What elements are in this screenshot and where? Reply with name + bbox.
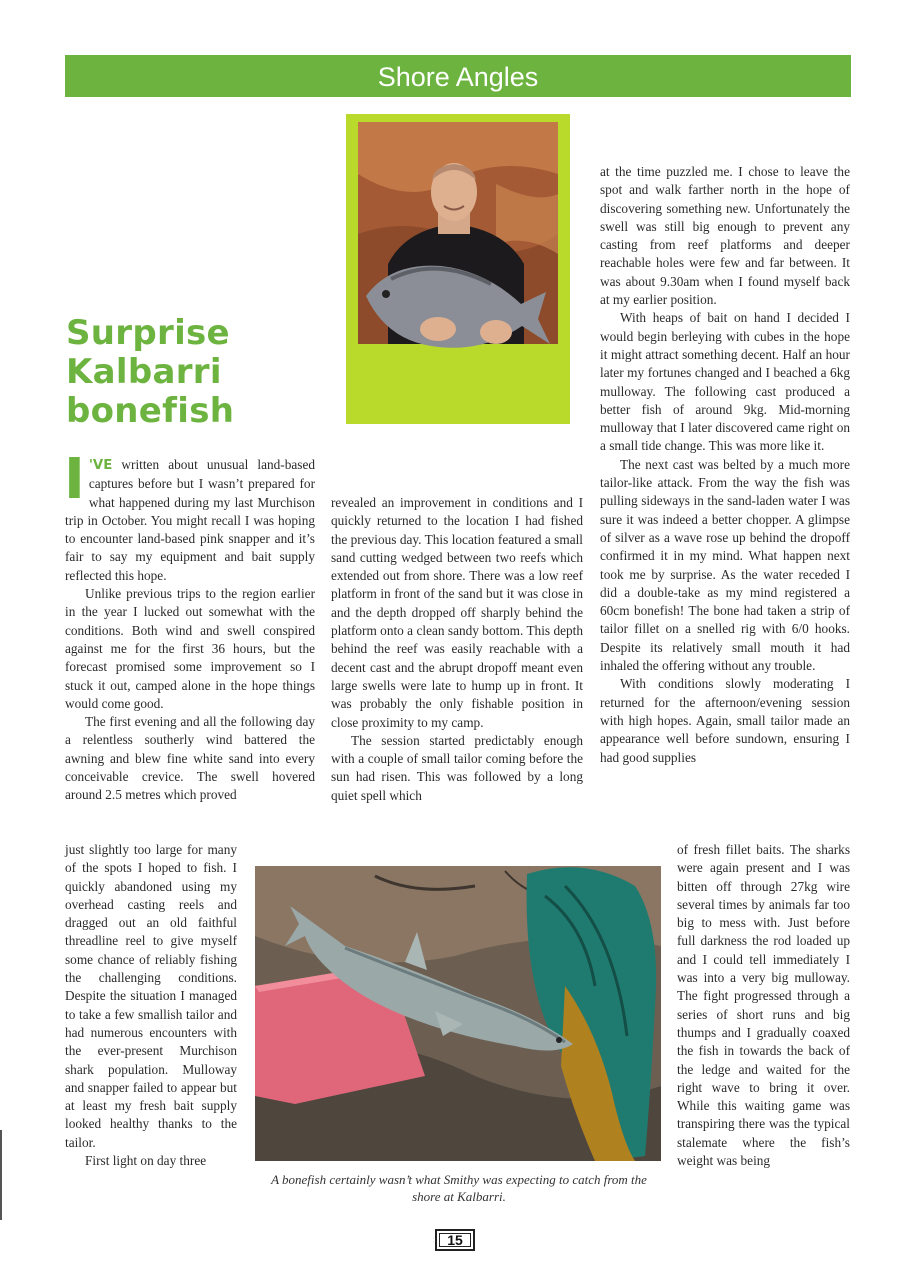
column-3-bottom xyxy=(677,841,850,1170)
page-edge-mark xyxy=(0,1130,2,1220)
drop-cap: I xyxy=(64,447,85,512)
paragraph: The next cast was belted by a much more tailor-like attack. From the way the fish was pulling sideways in the sand-laden water I was sure it was indeed a better chopper. A glimpse of silver as a wave rose up behind the dropoff confirmed it in my mind. What happen next took me by surprise. As the water receded I did a double-take as my mind registered a 60cm bonefish! The bone had taken a strip of tailor fillet on a snelled rig with 6/0 hooks. Despite its relatively small mouth it had inhaled the offering without any trouble. xyxy=(600,456,850,674)
column-3-top xyxy=(600,163,850,767)
paragraph: First light on day three xyxy=(85,1153,207,1169)
article-title xyxy=(66,314,316,431)
paragraph-text: written about unusual land-based captures before but I wasn’t prepared for what happened during my last Murchison trip in October. You might recall I was hoping to encounter land-based pink snapper and it’s fair to say my equipment and bait supply reflected this hope. xyxy=(65,457,315,583)
section-title: Shore Angles xyxy=(377,62,539,92)
paragraph: at the time puzzled me. I chose to leave the spot and walk farther north in the hope of discovering something new. Unfortunately the swell was still big enough to prevent any casting from reef platforms and deeper reachable holes were few and far between. It was about 9.30am when I found myself back at my earlier position. xyxy=(600,164,850,308)
column-2 xyxy=(331,494,583,805)
paragraph: With conditions slowly moderating I returned for the afternoon/evening session with high hopes. Again, small tailor made an appearance well before sundown, ensuring I had good supplies xyxy=(600,676,850,765)
photo-caption: A bonefish certainly wasn’t what Smithy was expecting to catch from the shore at Kalbarri. xyxy=(271,1172,647,1204)
column-1-top xyxy=(64,447,315,805)
title-line: Kalbarri xyxy=(66,352,222,392)
paragraph xyxy=(64,447,315,585)
paragraph: of fresh fillet baits. The sharks were again present and I was bitten off through 27kg wire several times by animals far too big to mess with. Just before full darkness the rod loaded up and I could tell immediately I was into a very big mulloway. The fight progressed through a series of short runs and big thumps and I gradually coaxed the fish in towards the back of the ledge and waited for the right wave to bring it over. While this waiting game was transpiring there was the typical stalemate where the fish’s weight was being xyxy=(677,842,850,1169)
paragraph: The session started predictably enough with a couple of small tailor coming before the sun had risen. This was followed by a long quiet spell which xyxy=(331,732,583,803)
column-1-bottom xyxy=(65,841,237,1170)
section-banner xyxy=(65,55,851,97)
paragraph: just slightly too large for many of the spots I hoped to fish. I quickly abandoned using my overhead casting reels and dragged out an old faithful threadline reel to give myself some chance of reliably fishing the challenging conditions. Despite the situation I managed to take a few smallish tailor and had numerous encounters with the ever-present Murchison shark population. Mulloway and snapper failed to appear but at least my fresh bait supply looked healthy thanks to the tailor. xyxy=(65,842,237,1150)
paragraph: revealed an improvement in conditions and I quickly returned to the location I had fished the previous day. This location featured a small sand cutting wedged between two reefs which extended out from shore. There was a low reef platform in front of the sand but it was close in and the depth dropped off sharply behind the platform onto a clean sandy bottom. This depth behind the reef was easily reachable with a decent cast and the abrupt dropoff meant even large swells were late to hump up in front. It was probably the only fishable position in close proximity to my camp. xyxy=(331,495,583,730)
paragraph: Unlike previous trips to the region earlier in the year I lucked out somewhat with the conditions. Both wind and swell conspired against me for the first 36 hours, but the forecast promised some improvement so I stuck it out, camped alone in the hope things would come good. xyxy=(65,586,315,711)
paragraph: The first evening and all the following day a relentless southerly wind battered the awning and blew fine white sand into every conceivable crevice. The swell hovered around 2.5 metres which proved xyxy=(65,714,315,803)
paragraph: With heaps of bait on hand I decided I would begin berleying with cubes in the hope it might attract something decent. Half an hour later my fortunes changed and I beached a 6kg mulloway. The following cast produced a better fish of around 9kg. Mid-morning mulloway that I later discovered came right on a small tide change. This was more like it. xyxy=(600,310,850,454)
title-line: bonefish xyxy=(66,391,235,431)
angler-with-snapper-photo xyxy=(346,114,570,424)
page-number: 15 xyxy=(435,1229,475,1251)
title-line: Surprise xyxy=(66,313,230,353)
lead-in: 'VE xyxy=(88,458,113,473)
bonefish-on-rocks-photo xyxy=(255,866,661,1161)
